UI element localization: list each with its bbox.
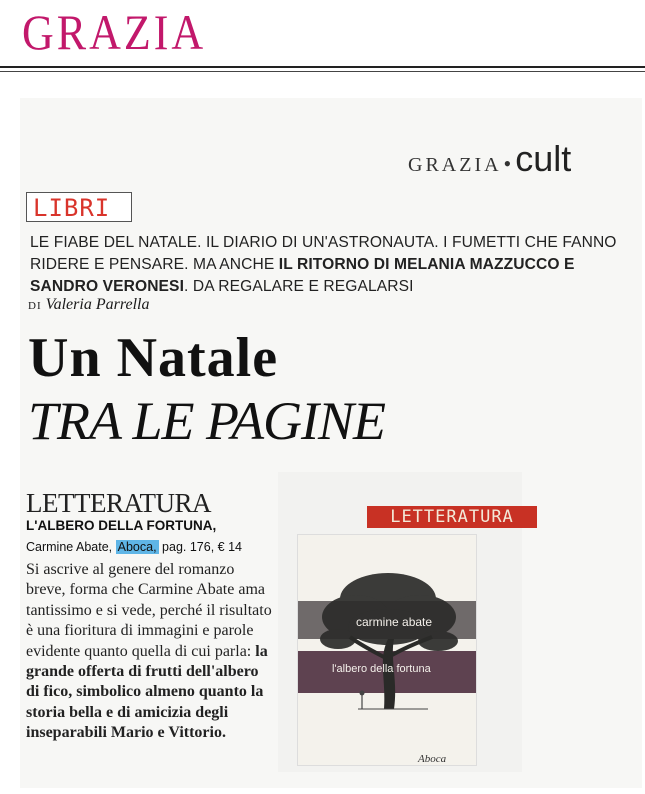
- category-label-text: LIBRI: [33, 194, 111, 222]
- book-title: L'ALBERO DELLA FORTUNA,: [26, 518, 217, 533]
- article-intro: [30, 232, 640, 298]
- cover-author: carmine abate: [356, 615, 433, 629]
- book-cover: [297, 534, 477, 766]
- cover-top-text: [298, 539, 476, 545]
- book-author: Carmine Abate,: [26, 540, 116, 554]
- section-header-title: cult: [515, 138, 572, 179]
- review-text-bold: la grande offerta di frutti dell'albero di fico, simbolico almeno quanto la storia bella e di amicizia degli inseparabili Mario e Vittorio.: [26, 642, 268, 742]
- cover-publisher-logo: Aboca: [418, 753, 447, 765]
- book-publisher-link[interactable]: Aboca,: [117, 540, 157, 554]
- section-header: [408, 138, 571, 180]
- book-details: pag. 176, € 14: [158, 540, 242, 554]
- review-body: [26, 560, 274, 744]
- byline-prefix: DI: [28, 300, 42, 312]
- intro-highlight: IL RITORNO DI MELANIA MAZZUCCO E SANDRO VERONESI: [30, 256, 575, 295]
- book-meta: [26, 540, 242, 554]
- headline-line-1: Un Natale: [28, 327, 279, 389]
- intro-text: LE FIABE DEL NATALE. IL DIARIO DI UN'ASTRONAUTA. I FUMETTI CHE FANNO RIDERE E PENSARE. MA ANCHE: [30, 234, 617, 273]
- header-rule: [0, 66, 645, 68]
- tree-illustration: [298, 559, 477, 739]
- separator-dot: •: [503, 151, 512, 176]
- letteratura-label: LETTERATURA: [367, 506, 537, 528]
- headline-line-2: TRA LE PAGINE: [28, 391, 386, 451]
- byline-author: Valeria Parrella: [45, 296, 150, 313]
- section-header-magazine: GRAZIA: [408, 154, 502, 176]
- review-text: Si ascrive al genere del romanzo breve, forma che Carmine Abate ama tantissimo e si vede, perché il risultato è una fioritura di immagini e parole evidente quanto quella di cui parla:: [26, 561, 272, 660]
- grazia-logo[interactable]: GRAZIA: [22, 5, 207, 61]
- byline: [28, 296, 149, 314]
- header-rule-thin: [0, 71, 645, 72]
- intro-text-end: . DA REGALARE E REGALARSI: [184, 278, 414, 295]
- review-section-heading: LETTERATURA: [26, 488, 211, 518]
- category-label: [26, 192, 132, 222]
- cover-title: l'albero della fortuna: [332, 663, 431, 675]
